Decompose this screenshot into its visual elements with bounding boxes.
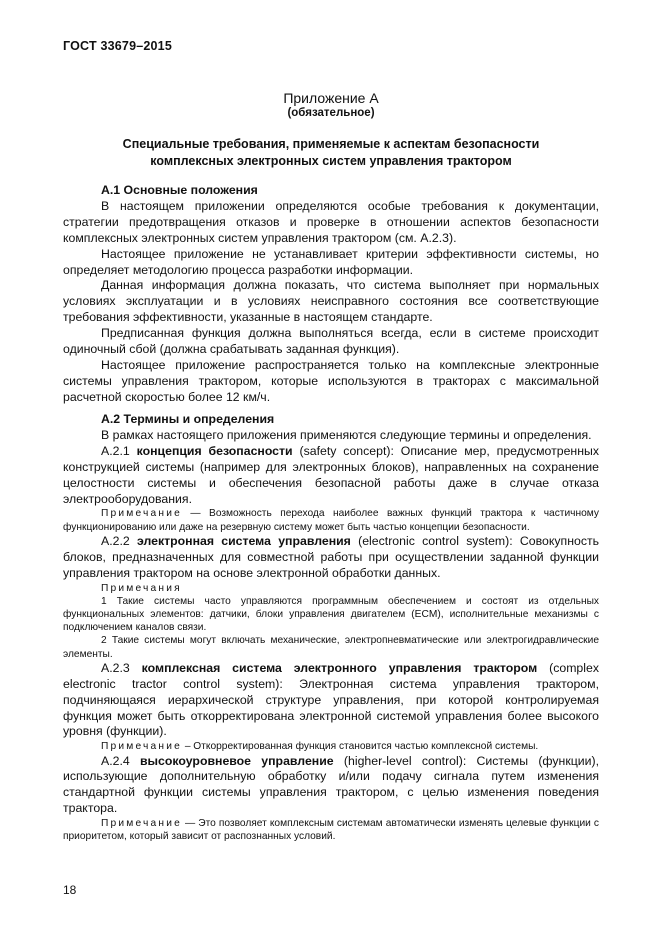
note-label: Примечание xyxy=(101,741,182,753)
section-title xyxy=(63,136,599,169)
term-name: концепция безопасности xyxy=(136,443,293,458)
document-code: ГОСТ 33679–2015 xyxy=(63,39,172,53)
term-note: 2 Такие системы могут включать механические, электропневматические или электрогидравлические элементы. xyxy=(63,635,599,660)
term-definition: (electronic control system): Совокупность блоков, предназначенных для совместной работы при осуществлении заданной функции управления трактором на основе электронной обработки данных. xyxy=(63,533,600,580)
paragraph: Данная информация должна показать, что система выполняет при нормальных условиях эксплуатации и в условиях неисправного состояния все соответствующие требования эффективности, указанные в настоящем стандарте. xyxy=(63,278,599,325)
note-text: — Возможность перехода наиболее важных функций трактора к частичному функционированию или даже на резервную систему может быть частью концепции безопасности. xyxy=(63,508,599,533)
section-a2 xyxy=(63,412,599,844)
section-heading-a2: А.2 Термины и определения xyxy=(101,412,275,426)
paragraph: В настоящем приложении определяются особые требования к документации, стратегии предотвращения отказов и проверке в отношении аспектов безопасности комплексных электронных систем управления трактором (см. А.2.3). xyxy=(63,198,599,245)
term-entry xyxy=(63,754,599,818)
section-title-line-2: комплексных электронных систем управления трактором xyxy=(150,153,512,168)
note-label: Примечание xyxy=(101,818,182,830)
term-name: высокоуровневое управление xyxy=(140,753,334,768)
term-entry xyxy=(63,444,599,508)
term-name: электронная система управления xyxy=(136,533,351,548)
term-name: комплексная система электронного управления трактором xyxy=(141,660,538,675)
paragraph: В рамках настоящего приложения применяются следующие термины и определения. xyxy=(101,427,592,442)
paragraph: Настоящее приложение не устанавливает критерии эффективности системы, но определяет методологию процесса разработки информации. xyxy=(63,246,599,277)
term-number: А.2.3 xyxy=(101,660,130,675)
paragraph: Настоящее приложение распространяется только на комплексные электронные системы управления трактором, которые используются в тракторах с максимальной расчетной скоростью более 12 км/ч. xyxy=(63,357,599,404)
term-entry xyxy=(63,534,599,582)
term-note xyxy=(63,507,599,533)
appendix-title: Приложение А xyxy=(283,90,379,106)
notes-label: Примечания xyxy=(101,582,182,594)
term-note xyxy=(63,740,599,753)
term-number: А.2.1 xyxy=(101,443,130,458)
section-a1 xyxy=(63,183,599,406)
paragraph: Предписанная функция должна выполняться всегда, если в системе происходит одиночный сбой (должна срабатывать заданная функция). xyxy=(63,326,599,357)
term-note xyxy=(63,817,599,843)
appendix-status: (обязательное) xyxy=(287,107,375,119)
term-note: 1 Такие системы часто управляются программным обеспечением и состоят из отдельных функциональных элементов: датчики, блоки управления двигателем (ECM), исполнительные механизмы с подключением каналов связи. xyxy=(63,595,599,634)
note-text: – Откорректированная функция становится частью комплексной системы. xyxy=(184,741,539,753)
term-number: А.2.2 xyxy=(101,533,130,548)
note-text: — Это позволяет комплексным системам автоматически изменять целевые функции с приоритетом, который зависит от распознанных условий. xyxy=(63,818,599,843)
note-label: Примечание xyxy=(101,508,182,520)
term-number: А.2.4 xyxy=(101,753,130,768)
term-entry xyxy=(63,661,599,741)
section-title-line-1: Специальные требования, применяемые к аспектам безопасности xyxy=(122,137,540,151)
page-number: 18 xyxy=(63,883,77,897)
section-heading-a1: А.1 Основные положения xyxy=(101,183,258,197)
term-definition: (safety concept): Описание мер, предусмотренных конструкцией системы (например для электронных блоков), направленных на сохранение целостности системы и обеспечения безопасной работы даже в случае отказа электрооборудования. xyxy=(63,443,599,506)
term-definition: (complex electronic tractor control system): Электронная система управления трактором, подчиняющаяся иерархической структуре управления, при которой контролируемая функция может быть откорректирована электронной системой управления более высокого уровня (функции). xyxy=(63,660,599,739)
term-definition: (higher-level control): Системы (функции), использующие дополнительную обработку и/или подачу сигнала путем изменения стандартной функции системы управления трактором, с целью изменения поведения трактора. xyxy=(63,753,600,816)
